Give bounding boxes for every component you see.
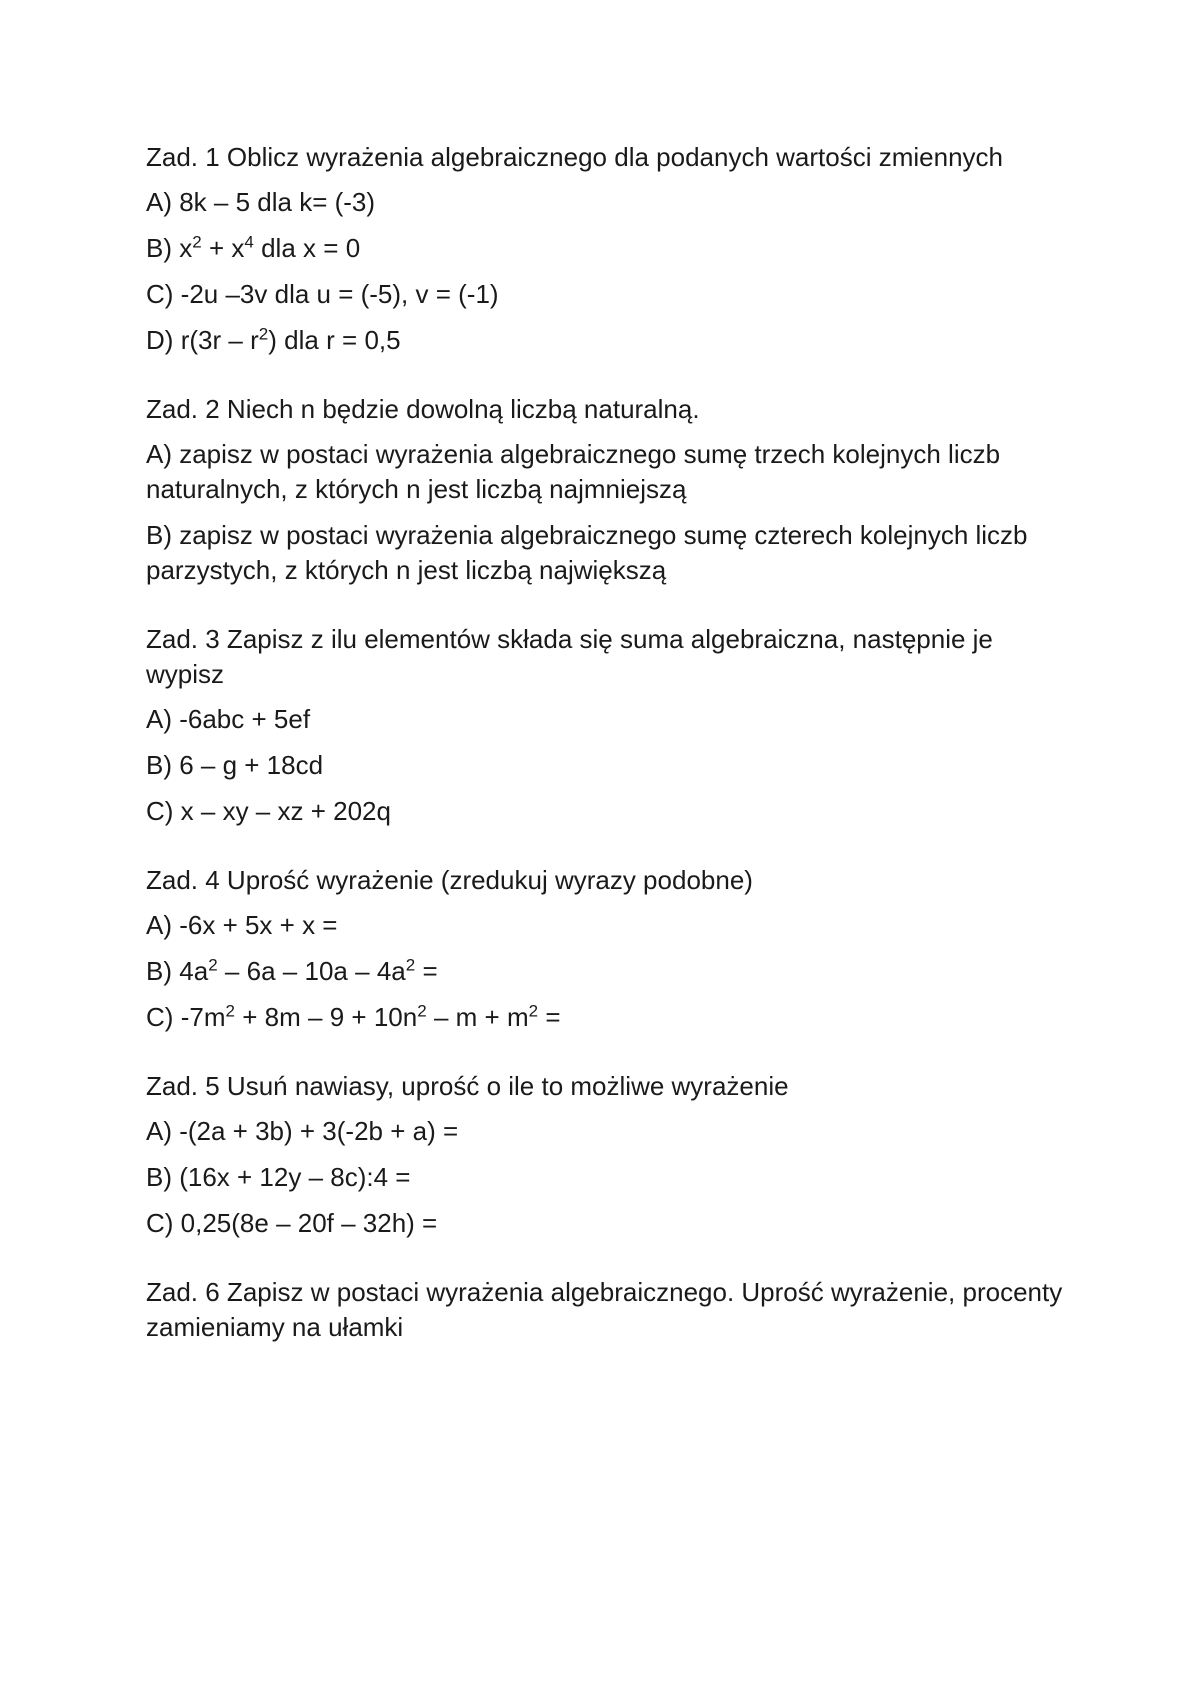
- task-item: A) -6abc + 5ef: [146, 704, 311, 734]
- task-heading: Zad. 4 Uprość wyrażenie (zredukuj wyrazy podobne): [146, 865, 753, 895]
- task-item: A) -6x + 5x + x =: [146, 910, 338, 940]
- task-item: B) $x^2 + x^4$ dla x = 0: [146, 232, 361, 263]
- task-item: B) 6 – g + 18cd: [146, 750, 324, 780]
- task-item: B) (16x + 12y – 8c):4 =: [146, 1162, 411, 1192]
- task-6: [146, 1275, 1076, 1345]
- task-item: D) $r(3r - r^2)$ dla r = 0,5: [146, 324, 401, 355]
- task-item: C) -2u –3v dla u = (-5), v = (-1): [146, 279, 499, 309]
- task-item: C) $-7m^2 + 8m - 9 + 10n^2 - m + m^2$ =: [146, 1001, 561, 1032]
- task-heading: Zad. 3 Zapisz z ilu elementów składa się suma algebraiczna, następnie je wypisz: [146, 624, 993, 689]
- task-heading: Zad. 6 Zapisz w postaci wyrażenia algebraicznego. Uprość wyrażenie, procenty zamieniamy na ułamki: [146, 1277, 1063, 1342]
- worksheet-page: [146, 140, 1076, 1379]
- task-item: B) $4a^2 - 6a - 10a - 4a^2$ =: [146, 955, 438, 986]
- task-item: C) x – xy – xz + 202q: [146, 796, 391, 826]
- task-5: [146, 1069, 1076, 1241]
- task-item: A) -(2a + 3b) + 3(-2b + a) =: [146, 1116, 459, 1146]
- task-4: [146, 863, 1076, 1035]
- task-2: [146, 392, 1076, 588]
- task-item: A) 8k – 5 dla k= (-3): [146, 187, 376, 217]
- task-item: C) 0,25(8e – 20f – 32h) =: [146, 1208, 438, 1238]
- task-1: [146, 140, 1076, 358]
- task-3: [146, 622, 1076, 829]
- task-heading: Zad. 1 Oblicz wyrażenia algebraicznego dla podanych wartości zmiennych: [146, 142, 1003, 172]
- task-heading: Zad. 5 Usuń nawiasy, uprość o ile to możliwe wyrażenie: [146, 1071, 789, 1101]
- task-heading: Zad. 2 Niech n będzie dowolną liczbą naturalną.: [146, 394, 700, 424]
- task-item: A) zapisz w postaci wyrażenia algebraicznego sumę trzech kolejnych liczb naturalnych, z których n jest liczbą najmniejszą: [146, 439, 1001, 504]
- task-item: B) zapisz w postaci wyrażenia algebraicznego sumę czterech kolejnych liczb parzystych, z których n jest liczbą największą: [146, 520, 1028, 585]
